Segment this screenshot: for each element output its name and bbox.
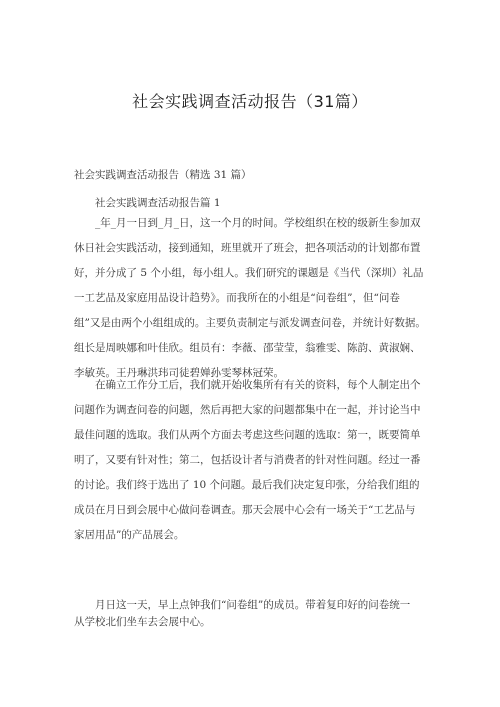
- section-heading: 社会实践调查活动报告篇 1: [95, 197, 221, 209]
- paragraph-line: _年_月一日到_月_日，这一个月的时间。学校组织在校的级新生参加双: [95, 217, 421, 229]
- paragraph-1: [74, 211, 436, 386]
- paragraph-line: 家居用品”的产品展会。: [74, 529, 185, 541]
- paragraph-line: 组长是周映娜和叶佳欣。组员有：李薇、邵莹莹，翁雅雯、陈韵、黄淑娴、: [74, 342, 421, 354]
- paragraph-line: 问题作为调查问卷的问题，然后再把大家的问题都集中在一起，并讨论当中: [74, 404, 421, 416]
- paragraph-line: 组”又是由两个小组组成的。主要负责制定与派发调查问卷，并统计好数据。: [74, 317, 426, 329]
- document-subtitle: 社会实践调查活动报告（精选 31 篇）: [74, 169, 252, 181]
- paragraph-line: 明了，又要有针对性；第二，包括设计者与消费者的针对性问题。经过一番: [74, 454, 421, 466]
- paragraph-line: 的讨论。我们终于选出了 10 个问题。最后我们决定复印张，分给我们组的: [74, 479, 420, 491]
- paragraph-line: 月日这一天，早上点钟我们“问卷组”的成员。带着复印好的问卷统一: [95, 599, 411, 611]
- paragraph-line: 最佳问题的选取。我们从两个方面去考虑这些问题的选取：第一，既要简单: [74, 429, 421, 441]
- paragraph-3: [74, 597, 436, 631]
- paragraph-2: [74, 373, 436, 548]
- paragraph-line: 在确立工作分工后，我们就开始收集所有有关的资料，每个人制定出个: [95, 379, 421, 391]
- paragraph-line: 一工艺品及家庭用品设计趋势》。而我所在的小组是“问卷组”，但“问卷: [74, 292, 400, 304]
- paragraph-line: 休日社会实践活动，接到通知，班里就开了班会，把各项活动的计划都布置: [74, 242, 421, 254]
- paragraph-line: 李敏英。王丹琳洪玮司徒碧婵孙雯琴林冠荣。: [74, 367, 284, 379]
- document-title: 社会实践调查活动报告（31篇）: [132, 92, 368, 111]
- paragraph-line: 好，并分成了 5 个小组，每小组人。我们研究的课题是《当代（深圳）礼品: [74, 267, 424, 279]
- paragraph-line: 成员在月日到会展中心做问卷调查。那天会展中心会有一场关于“工艺品与: [74, 504, 416, 516]
- paragraph-line: 从学校北们坐车去会展中心。: [74, 616, 211, 628]
